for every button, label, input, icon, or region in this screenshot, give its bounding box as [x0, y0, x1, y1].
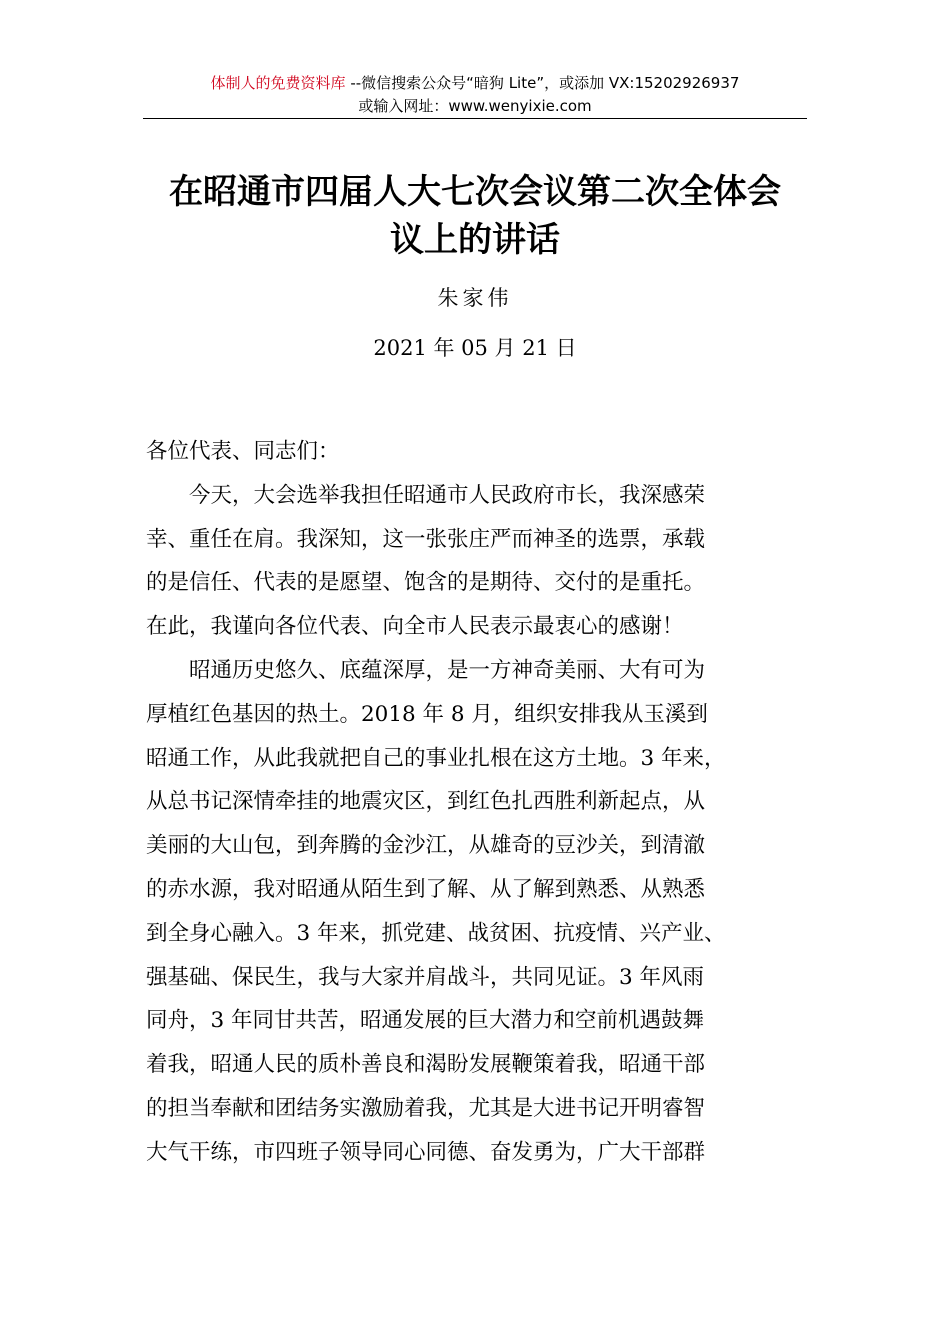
body-line: 从总书记深情牵挂的地震灾区，到红色扎西胜利新起点，从	[146, 789, 706, 815]
body-line: 的是信任、代表的是愿望、饱含的是期待、交付的是重托。	[146, 570, 706, 596]
header-brand[interactable]: 体制人的免费资料库	[210, 74, 346, 92]
body-line: 强基础、保民生，我与大家并肩战斗，共同见证。3 年风雨	[146, 964, 705, 990]
author: 朱家伟	[437, 286, 513, 310]
title-line-2: 议上的讲话	[390, 220, 560, 260]
body-line: 厚植红色基因的热土。2018 年 8 月，组织安排我从玉溪到	[146, 701, 708, 727]
body-line: 今天，大会选举我担任昭通市人民政府市长，我深感荣	[189, 482, 706, 508]
body-line: 幸、重任在肩。我深知，这一张张庄严而神圣的选票，承载	[146, 526, 706, 552]
body-line: 美丽的大山包，到奔腾的金沙江，从雄奇的豆沙关，到清澈	[146, 833, 706, 859]
body-line: 大气干练，市四班子领导同心同德、奋发勇为，广大干部群	[146, 1139, 706, 1165]
header-promo: --微信搜索公众号“暗狗 Lite”，或添加 VX:15202926937	[345, 74, 740, 92]
header-url-line[interactable]: 或输入网址：www.wenyixie.com	[358, 97, 592, 115]
body-line: 的赤水源，我对昭通从陌生到了解、从了解到熟悉、从熟悉	[146, 876, 706, 902]
speech-body	[146, 430, 810, 1175]
body-line: 着我，昭通人民的质朴善良和渴盼发展鞭策着我，昭通干部	[146, 1052, 706, 1078]
body-line: 昭通历史悠久、底蕴深厚，是一方神奇美丽、大有可为	[189, 657, 706, 683]
title-line-1: 在昭通市四届人大七次会议第二次全体会	[169, 172, 781, 212]
salutation: 各位代表、同志们：	[146, 439, 340, 464]
page-header	[0, 72, 950, 118]
body-line: 昭通工作，从此我就把自己的事业扎根在这方土地。3 年来，	[146, 745, 726, 771]
body-line: 的担当奉献和团结务实激励着我，尤其是大进书记开明睿智	[146, 1095, 706, 1121]
header-line-1	[0, 72, 950, 95]
body-line: 到全身心融入。3 年来，抓党建、战贫困、抗疫情、兴产业、	[146, 920, 726, 946]
body-line: 在此，我谨向各位代表、向全市人民表示最衷心的感谢！	[146, 614, 684, 640]
header-divider	[143, 118, 807, 119]
body-line: 同舟，3 年同甘共苦，昭通发展的巨大潜力和空前机遇鼓舞	[146, 1008, 705, 1034]
document-title	[143, 168, 807, 264]
speech-date: 2021 年 05 月 21 日	[373, 336, 577, 360]
